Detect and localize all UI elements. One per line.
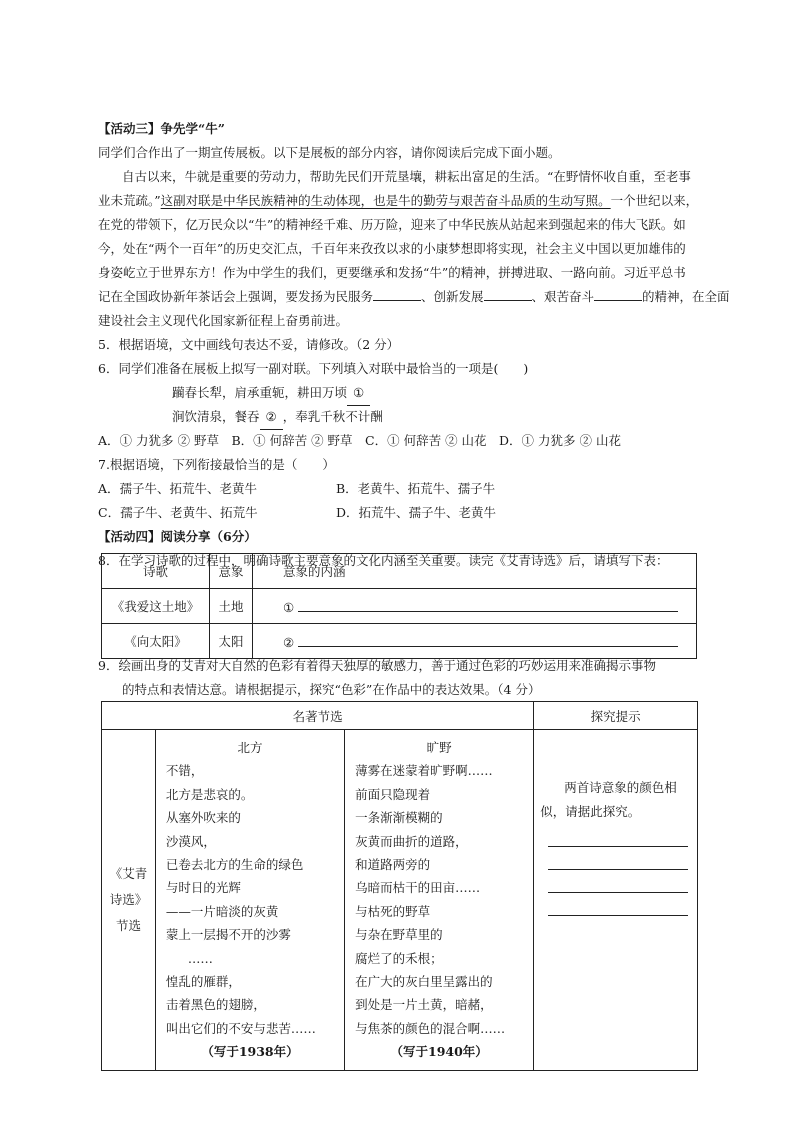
table-row bbox=[102, 730, 698, 1071]
poem-wilderness: 旷野 薄雾在迷蒙着旷野啊…… 前面只隐现着 一条渐渐模糊的 灰黄而曲折的道路， 和道路两旁的 乌暗而枯干的田亩…… 与枯死的野草 与杂在野草里的 腐烂了的禾根； 在广大的灰白里呈露出的 到处是一片土黄，暗赭， 与焦茶的颜色的混合啊…… （写于1940年） bbox=[345, 730, 534, 1071]
passage-line-5: 身姿屹立于世界东方！作为中学生的我们，更要继承和发扬“牛”的精神，拼搏进取、一路向前。习近平总书 bbox=[98, 265, 686, 280]
couplet-blank-2[interactable]: ② bbox=[260, 405, 283, 430]
question-9-stem: 9．绘画出身的艾青对大自然的色彩有着得天独厚的敏感力，善于通过色彩的巧妙运用来准确揭示事物 的特点和表情达意。请根据提示，探究“色彩”在作品中的表达效果。（4 分） bbox=[98, 658, 656, 697]
activity3-intro: 同学们合作出了一期宣传展板。以下是展板的部分内容，请你阅读后完成下面小题。 bbox=[98, 145, 561, 160]
answer-line[interactable] bbox=[298, 597, 678, 612]
answer-line[interactable] bbox=[298, 632, 678, 647]
passage-line-1: 自古以来，牛就是重要的劳动力，帮助先民们开荒垦壤，耕耘出富足的生活。“在野情怀收自重，至老事 bbox=[122, 169, 691, 184]
passage-line-4: 今，处在“两个一百年”的历史交汇点，千百年来孜孜以求的小康梦想即将实现，社会主义中国以更加雄伟的 bbox=[98, 241, 686, 256]
question-5: 5．根据语境，文中画线句表达不妥，请修改。（2 分） bbox=[98, 337, 400, 352]
answer-line[interactable] bbox=[548, 847, 688, 870]
hint-cell bbox=[534, 730, 698, 1071]
blank-2[interactable] bbox=[484, 286, 532, 301]
table-row bbox=[102, 589, 697, 624]
question-9-table bbox=[101, 701, 698, 1071]
poem-title: 旷野 bbox=[426, 740, 452, 755]
activity3-section bbox=[98, 117, 730, 573]
hint-text: 两首诗意象的颜色相似，请据此探究。 bbox=[540, 780, 677, 819]
image-cell: 土地 bbox=[210, 589, 253, 624]
activity3-heading: 【活动三】争先学“牛” bbox=[98, 121, 225, 136]
passage-line-7: 建设社会主义现代化国家新征程上奋勇前进。 bbox=[98, 313, 349, 328]
table-header-row bbox=[102, 554, 697, 589]
passage-line-2: 业未荒疏。”这副对联是中华民族精神的生动体现，也是牛的勤劳与艰苦奋斗品质的生动写照。一个世纪以来， bbox=[98, 193, 699, 208]
poem-year: （写于1940年） bbox=[390, 1044, 488, 1060]
passage-line-6: 记在全国政协新年茶话会上强调，要发扬为民服务 、创新发展 、艰苦奋斗 的精神，在全面 bbox=[98, 285, 698, 309]
header-meaning: 意象的内涵 bbox=[253, 554, 697, 589]
option-a[interactable]: A．孺子牛、拓荒牛、老黄牛 bbox=[98, 481, 258, 496]
meaning-cell[interactable]: ② bbox=[253, 624, 697, 659]
question-7-stem: 7.根据语境，下列衔接最恰当的是（ ） bbox=[98, 457, 335, 472]
question-7-row-2 bbox=[98, 501, 698, 525]
header-image: 意象 bbox=[210, 554, 253, 589]
question-8-stem: 8．在学习诗歌的过程中，明确诗歌主要意象的文化内涵至关重要。读完《艾青诗选》后，请填写下表： bbox=[98, 553, 669, 568]
blank-3[interactable] bbox=[594, 286, 642, 301]
poem-cell: 《我爱这土地》 bbox=[102, 589, 210, 624]
poem-cell: 《向太阳》 bbox=[102, 624, 210, 659]
header-hint: 探究提示 bbox=[534, 702, 698, 730]
question-6-options: A．① 力犹多 ② 野草 B．① 何辞苦 ② 野草 C．① 何辞苦 ② 山花 D．① 力犹多 ② 山花 bbox=[98, 433, 621, 448]
header-excerpt: 名著节选 bbox=[102, 702, 534, 730]
answer-line[interactable] bbox=[548, 870, 688, 893]
activity4-heading: 【活动四】阅读分享（6分） bbox=[98, 529, 257, 544]
table-header-row bbox=[102, 702, 698, 730]
image-cell: 太阳 bbox=[210, 624, 253, 659]
header-poem: 诗歌 bbox=[102, 554, 210, 589]
underlined-sentence: 这副对联是中华民族精神的生动体现，也是牛的勤劳与艰苦奋斗品质的生动写照。 bbox=[160, 193, 611, 208]
poem-year: （写于1938年） bbox=[201, 1044, 299, 1060]
poem-title: 北方 bbox=[237, 740, 263, 755]
book-cell: 《艾青诗选》节选 bbox=[102, 730, 156, 1071]
question-7-row-1 bbox=[98, 477, 698, 501]
question-6-stem: 6．同学们准备在展板上拟写一副对联。下列填入对联中最恰当的一项是( ) bbox=[98, 361, 529, 376]
poem-north: 北方 不错， 北方是悲哀的。 从塞外吹来的 沙漠风， 已卷去北方的生命的绿色 与时日的光辉 ——一片暗淡的灰黄 蒙上一层揭不开的沙雾 …… 惶乱的雁群， 击着黑色的翅膀， 叫出它们的不安与悲苦…… （写于1938年） bbox=[155, 730, 344, 1071]
option-d[interactable]: D．拓荒牛、孺子牛、老黄牛 bbox=[336, 505, 497, 520]
answer-line[interactable] bbox=[548, 824, 688, 847]
passage-line-3: 在党的带领下，亿万民众以“牛”的精神经千难、历万险，迎来了中华民族从站起来到强起来的伟大飞跃。如 bbox=[98, 217, 686, 232]
question-8-table bbox=[101, 553, 697, 659]
answer-line[interactable] bbox=[548, 893, 688, 916]
meaning-cell[interactable]: ① bbox=[253, 589, 697, 624]
couplet-line-2: 涧饮清泉，餐吞 ② ，奉乳千秋不计酬 bbox=[98, 405, 698, 429]
option-c[interactable]: C．孺子牛、老黄牛、拓荒牛 bbox=[98, 505, 258, 520]
option-b[interactable]: B．老黄牛、拓荒牛、孺子牛 bbox=[336, 481, 496, 496]
couplet-blank-1[interactable]: ① bbox=[347, 381, 370, 406]
couplet-line-1: 躏春长犁，肩承重轭，耕田万顷 ① bbox=[98, 381, 698, 405]
blank-1[interactable] bbox=[373, 286, 421, 301]
